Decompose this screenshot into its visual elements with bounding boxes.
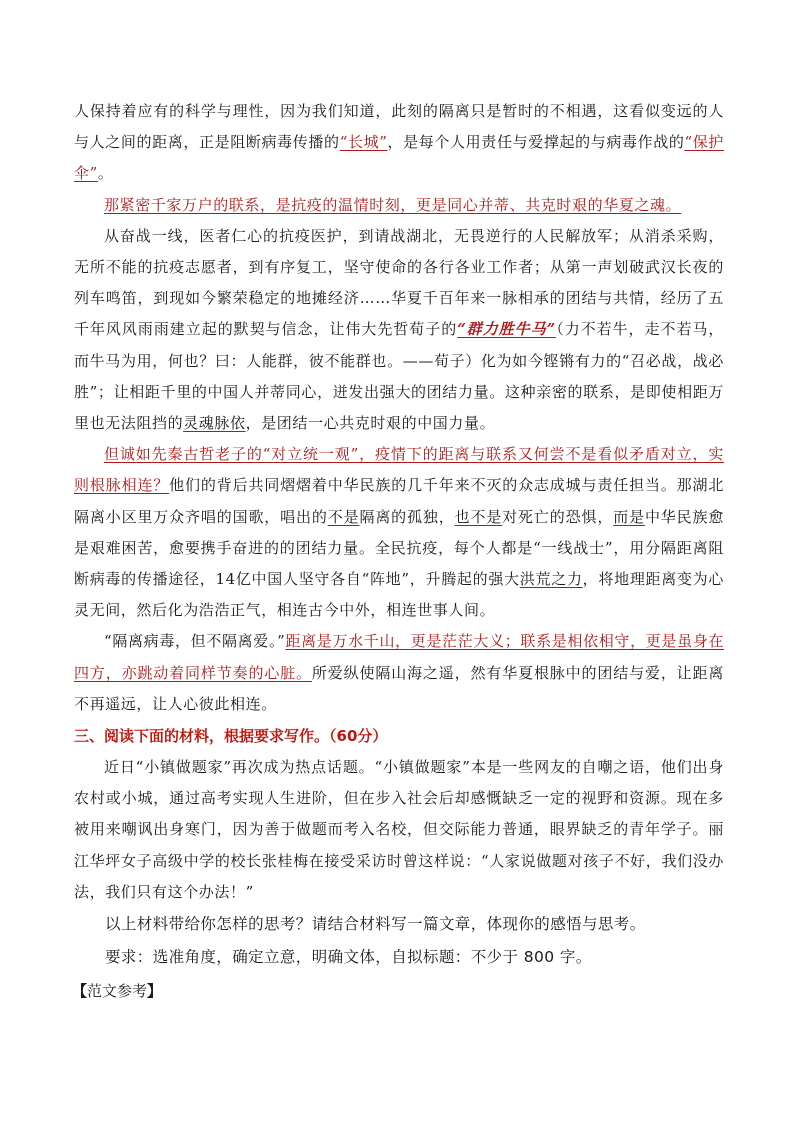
writing-prompt: 以上材料带给你怎样的思考？请结合材料写一篇文章，体现你的感悟与思考。 [105,915,646,934]
section-heading: 三、阅读下面的材料，根据要求写作。（60分） [74,727,388,746]
highlight-great-wall: “长城” [339,133,388,152]
highlight-umbrella: “保护伞” [74,133,725,183]
text-run: （力不若牛，走不若马，而牛马为用，何也？曰：人能群，彼不能群也。——荀子）化为如今铿锵有力的“召必战，战必胜”；让相距千里的中国人并蒂同心，迸发出强大的团结力量。这种亲密的联系，是即使相距万里也无法阻挡的 [74,320,724,433]
text-run: 对死亡的恐惧， [502,507,614,526]
paragraph-4 [74,439,724,626]
underlined-phrase: 洪荒之力 [519,570,583,589]
text-run: ，是团结一心共克时艰的中国力量。 [245,414,496,433]
underlined-phrase: 灵魂脉依 [183,414,246,433]
text-run: 人保持着应有的科学与理性，因为我们知道，此刻的隔离只是暂时的不相遇，这看似变远的人与人之间的距离，正是阻断病毒传播的 [74,102,724,152]
text-run: 隔离的孤独， [359,507,455,526]
bracket-close: 】 [147,982,163,1001]
text-run: “隔离病毒，但不隔离爱。” [104,632,286,651]
text-run: 中华民族愈是艰难困苦，愈要携手奋进的的团结力量。全民抗疫，每个人都是“一线战士”，用分隔距离阻断病毒的传播途径，14亿中国人坚守各自“阵地”，升腾起的强大 [74,507,724,589]
reference-label [72,976,724,1006]
paragraph-3 [74,221,724,439]
text-run: 。 [97,164,114,183]
bracket-open: 【 [72,982,88,1001]
underlined-thesis: 距离是万水千山，更是茫茫大义；联系是相依相守，更是虽身在四方，亦跳动着同样节奏的心脏。 [74,632,724,682]
text-run: 从奋战一线，医者仁心的抗疫医护，到请战湖北，无畏逆行的人民解放军；从消杀采购，无所不能的抗疫志愿者，到有序复工，坚守使命的各行各业工作者；从第一声划破武汉长夜的列车鸣笛，到现如今繁荣稳定的地摊经济……华夏千百年来一脉相承的团结与共情，经历了五千年风风雨雨建立起的默契与信念，让伟大先哲荀子的 [74,226,724,339]
paragraph-5 [74,626,724,720]
paragraph-1 [74,96,724,190]
text-run: 所爱纵使隔山海之遥，然有华夏根脉中的团结与爱，让距离不再遥远，让人心彼此相连。 [74,663,724,713]
document-page [74,96,724,1006]
paragraph-2 [74,190,724,221]
highlight-quote: “群力胜牛马” [457,320,556,339]
underlined-thesis: 那紧密千家万户的联系，是抗疫的温情时刻，更是同心并蒂、共克时艰的华夏之魂。 [104,195,682,214]
underlined-word: 不是 [327,507,360,526]
text-run: 他们的背后共同熠熠着中华民族的几千年来不灭的众志成城与责任担当。那湖北隔离小区里万众齐唱的国歌，唱出的 [74,476,724,526]
writing-requirements: 要求：选准角度，确定立意，明确文体，自拟标题：不少于 800 字。 [105,948,592,967]
underlined-thesis: 但诚如先秦古哲老子的“对立统一观”，疫情下的距离与联系又何尝不是看似矛盾对立，实则根脉相连？ [74,445,724,495]
text-run: ，将地理距离变为心灵无间，然后化为浩浩正气，相连古今中外，相连世事人间。 [74,570,724,620]
underlined-word: 而是 [613,507,645,526]
reference-text: 范文参考 [87,982,148,1001]
underlined-word: 也不是 [454,507,503,526]
material-paragraph: 近日“小镇做题家”再次成为热点话题。“小镇做题家”本是一些网友的自嘲之语，他们出身农村或小城，通过高考实现人生进阶，但在步入社会后却感慨缺乏一定的视野和资源。现在多被用来嘲讽出身寒门，因为善于做题而考入名校，但交际能力普通，眼界缺乏的青年学子。丽江华坪女子高级中学的校长张桂梅在接受采访时曾这样说：“人家说做题对孩子不好，我们没办法，我们只有这个办法！” [74,758,724,901]
text-run: ，是每个人用责任与爱撑起的与病毒作战的 [387,133,685,152]
